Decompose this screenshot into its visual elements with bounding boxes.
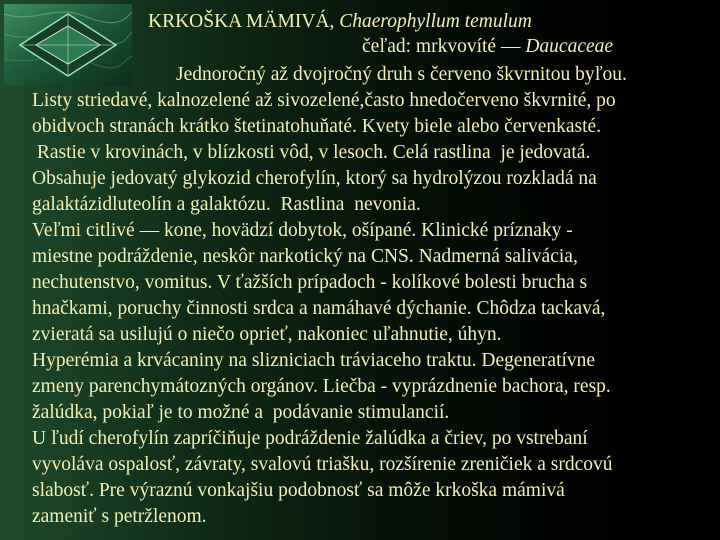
body-line: vyvoláva ospalosť, závraty, svalovú triašku, rozšírenie zreničiek a srdcovú — [32, 454, 613, 475]
body-line: Rastie v krovinách, v blízkosti vôd, v lesoch. Celá rastlina je jedovatá. — [32, 142, 591, 163]
body-line: Veľmi citlivé — kone, hovädzí dobytok, ošípané. Klinické príznaky - — [32, 220, 573, 241]
family-latin-name: Daucaceae — [525, 36, 614, 57]
body-line: žalúdka, pokiaľ je to možné a podávanie stimulancií. — [32, 402, 450, 423]
body-line: galaktázidluteolín a galaktózu. Rastlina nevonia. — [32, 194, 421, 215]
body-line: Listy striedavé, kalnozelené až sivozelené,často hnedočerveno škvrnité, po — [32, 90, 616, 111]
body-line: Obsahuje jedovatý glykozid cherofylín, ktorý sa hydrolýzou rozkladá na — [32, 168, 597, 189]
body-line: zameniť s petržlenom. — [32, 506, 207, 527]
family-prefix: čeľad: mrkvovíté — — [362, 36, 526, 57]
title-common-name: KRKOŠKA MÄMIVÁ, — [148, 11, 340, 32]
body-line: nechutenstvo, vomitus. V ťažších prípadoch - kolíkové bolesti brucha s — [32, 272, 588, 293]
body-line: zmeny parenchymátozných orgánov. Liečba - vyprázdnenie bachora, resp. — [32, 376, 611, 397]
body-line: Hyperémia a krvácaniny na slizniciach tráviaceho traktu. Degeneratívne — [32, 350, 596, 371]
body-line: hnačkami, poruchy činnosti srdca a namáhavé dýchanie. Chôdza tackavá, — [32, 298, 606, 319]
body-line: U ľudí cherofylín zapríčiňuje podráždenie žalúdka a čriev, po vstrebaní — [32, 428, 588, 449]
body-line: zvieratá sa usilujú o niečo oprieť, nakoniec uľahnutie, úhyn. — [32, 324, 502, 345]
body-line: Jednoročný až dvojročný druh s červeno škvrnitou byľou. — [176, 64, 627, 85]
family-line — [362, 36, 613, 58]
slide-title — [148, 11, 532, 33]
body-line: slabosť. Pre výraznú vonkajšiu podobnosť sa môže krkoška mámivá — [32, 480, 565, 501]
title-latin-name: Chaerophyllum temulum — [339, 11, 532, 32]
body-line: obidvoch stranách krátko štetinatohuňaté. Kvety biele alebo červenkasté. — [32, 116, 602, 137]
body-line: miestne podráždenie, neskôr narkotický na CNS. Nadmerná salivácia, — [32, 246, 578, 267]
